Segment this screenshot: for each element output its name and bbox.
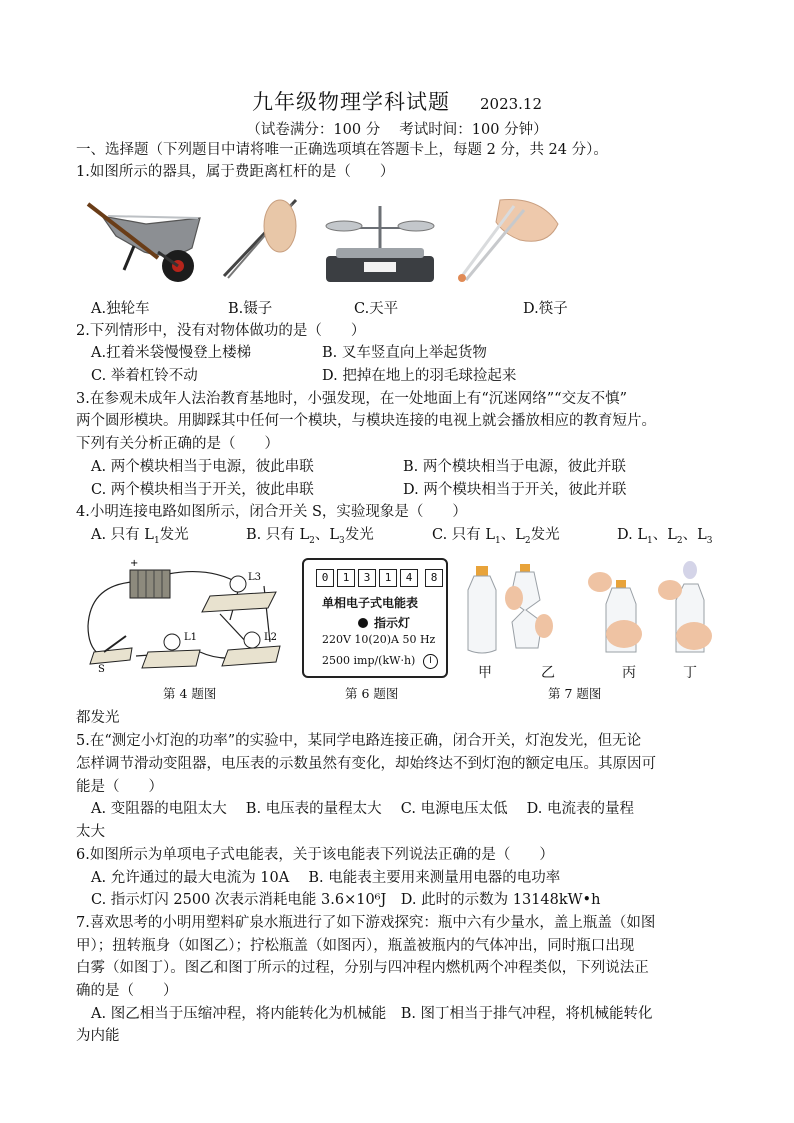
meter-digit: 4 xyxy=(400,569,418,587)
q4-option-c: C. 只有 $L_1$、$L_2$发光 xyxy=(432,527,560,546)
meter-digits xyxy=(316,569,443,587)
fig6-caption: 第 6 题图 xyxy=(345,686,399,701)
page-title: 九年级物理学科试题 xyxy=(251,90,450,114)
indicator-light-icon xyxy=(358,618,368,628)
q1-option-d: D.筷子 xyxy=(523,301,568,317)
q2-option-d: D. 把掉在地上的羽毛球捡起来 xyxy=(322,368,517,384)
meter-imp: 2500 imp/(kW·h) xyxy=(322,654,416,667)
bottle-label-yi: 乙 xyxy=(541,665,555,681)
bottle-ding xyxy=(658,561,712,652)
lamp-l3-label: L3 xyxy=(248,572,262,583)
meter-digit-decimal: 8 xyxy=(425,569,443,587)
q7-line-3: 白雾（如图丁）。图乙和图丁所示的过程，分别与四冲程内燃机两个冲程类似，下列说法正 xyxy=(76,960,649,976)
fig4-caption: 第 4 题图 xyxy=(163,686,217,701)
q5-options: A. 变阻器的电阻太大 B. 电压表的量程太大 C. 电源电压太低 D. 电流表的量程 xyxy=(91,801,635,817)
q3-option-a: A. 两个模块相当于电源，彼此串联 xyxy=(91,459,314,475)
q6-options-line-2: C. 指示灯闪 2500 次表示消耗电能 3.6×10⁶J D. 此时的示数为 13148kW•h xyxy=(91,892,601,908)
meter-digit: 1 xyxy=(379,569,397,587)
meter-digit: 3 xyxy=(358,569,376,587)
q1-stem: 1.如图所示的器具，属于费距离杠杆的是（ ） xyxy=(76,164,395,180)
meter-digit: 0 xyxy=(316,569,334,587)
q3-line-1: 3.在参观未成年人法治教育基地时，小强发现，在一处地面上有“沉迷网络”“交友不慎” xyxy=(76,391,627,407)
bottle-bing xyxy=(588,572,642,652)
q2-option-b: B. 叉车竖直向上举起货物 xyxy=(322,345,487,361)
q4-option-a: A. 只有 $L_1$发光 xyxy=(91,527,189,546)
exam-info: （试卷满分：100 分 考试时间：100 分钟） xyxy=(246,122,548,138)
q3-option-b: B. 两个模块相当于电源，彼此并联 xyxy=(403,459,626,475)
meter-spec: 220V 10(20)A 50 Hz xyxy=(322,633,436,646)
q3-line-3: 下列有关分析正确的是（ ） xyxy=(76,436,279,452)
fig7-caption: 第 7 题图 xyxy=(548,686,602,701)
lamp-l2-label: L2 xyxy=(264,632,278,643)
q7-line-1: 7.喜欢思考的小明用塑料矿泉水瓶进行了如下游戏探究：瓶中六有少量水，盖上瓶盖（如图 xyxy=(76,915,656,931)
meter-class-symbol: Ⅰ xyxy=(423,654,438,669)
q3-option-d: D. 两个模块相当于开关，彼此并联 xyxy=(403,482,627,498)
q5-line-2: 怎样调节滑动变阻器，电压表的示数虽然有变化，却始终达不到灯泡的额定电压。其原因可 xyxy=(76,756,656,772)
electric-meter xyxy=(302,558,448,678)
q4-option-d-wrap: 都发光 xyxy=(76,710,120,726)
q3-line-2: 两个圆形模块。用脚踩其中任何一个模块，与模块连接的电视上就会播放相应的教育短片。 xyxy=(76,413,656,429)
q5-options-wrap: 太大 xyxy=(76,824,105,840)
q1-option-b: B.镊子 xyxy=(228,301,273,317)
balance-scale-image xyxy=(322,202,438,286)
tweezers-image xyxy=(218,196,300,288)
meter-title: 单相电子式电能表 xyxy=(322,596,419,610)
q2-stem: 2.下列情形中，没有对物体做功的是（ ） xyxy=(76,323,366,339)
meter-indicator: 指示灯 xyxy=(358,614,410,631)
switch-s-label: S xyxy=(98,664,105,675)
q7-line-4: 确的是（ ） xyxy=(76,983,178,999)
q2-option-c: C. 举着杠铃不动 xyxy=(91,368,198,384)
q2-option-a: A.扛着米袋慢慢登上楼梯 xyxy=(91,345,252,361)
bottle-experiment-images xyxy=(462,560,720,660)
exam-date: 2023.12 xyxy=(479,95,543,113)
bottle-jia xyxy=(468,566,496,653)
section-heading: 一、选择题（下列题目中请将唯一正确选项填在答题卡上，每题 2 分，共 24 分）。 xyxy=(76,142,608,158)
wheelbarrow-image xyxy=(86,196,210,288)
q7-options-wrap: 为内能 xyxy=(76,1028,120,1044)
bottle-label-ding: 丁 xyxy=(683,665,697,681)
q7-line-2: 甲）；扭转瓶身（如图乙）；拧松瓶盖（如图丙），瓶盖被瓶内的气体冲出，同时瓶口出现 xyxy=(76,938,635,954)
q6-options-line-1: A. 允许通过的最大电流为 10A B. 电能表主要用来测量用电器的电功率 xyxy=(91,870,561,886)
q4-stem: 4.小明连接电路如图所示，闭合开关 S，实验现象是（ ） xyxy=(76,504,467,520)
q5-line-3: 能是（ ） xyxy=(76,779,163,795)
q3-option-c: C. 两个模块相当于开关，彼此串联 xyxy=(91,482,314,498)
bottle-yi xyxy=(505,564,553,648)
title-row xyxy=(0,86,794,116)
bottle-label-jia: 甲 xyxy=(478,665,492,681)
q1-option-c: C.天平 xyxy=(354,301,399,317)
circuit-diagram xyxy=(80,556,290,676)
meter-digit: 1 xyxy=(337,569,355,587)
q6-stem: 6.如图所示为单项电子式电能表，关于该电能表下列说法正确的是（ ） xyxy=(76,847,554,863)
q7-options-line-1: A. 图乙相当于压缩冲程，将内能转化为机械能 B. 图丁相当于排气冲程，将机械能转化 xyxy=(91,1006,653,1022)
q4-option-d: D. $L_1$、$L_2$、$L_3$ xyxy=(617,527,713,546)
q4-option-b: B. 只有 $L_2$、$L_3$发光 xyxy=(246,527,374,546)
bottle-label-bing: 丙 xyxy=(622,665,636,681)
q1-option-a: A.独轮车 xyxy=(91,301,150,317)
chopsticks-image xyxy=(450,196,562,288)
battery-plus-label: + xyxy=(130,558,139,569)
lamp-l1-label: L1 xyxy=(184,632,198,643)
q5-line-1: 5.在“测定小灯泡的功率”的实验中，某同学电路连接正确，闭合开关，灯泡发光，但无论 xyxy=(76,733,642,749)
